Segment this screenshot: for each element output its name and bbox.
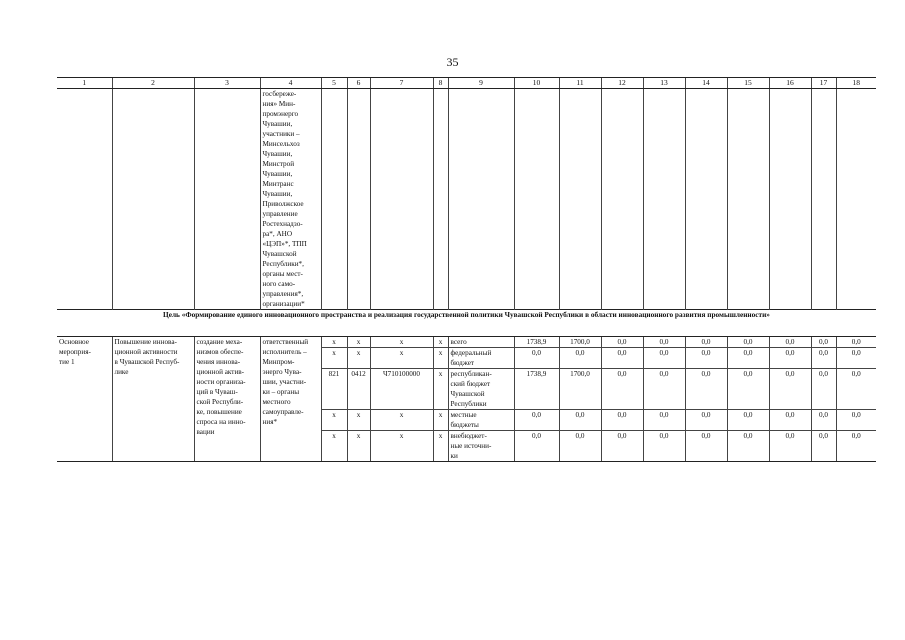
col-header: 7	[370, 78, 433, 89]
goal-text: Цель «Формирование единого инновационного пространства и реализация государственной политики Чувашской Республики в области инновационного развития промышленности»	[57, 310, 876, 337]
measure-row-local: x x x x местные бюджеты 0,0 0,0 0,0 0,0 0,0 0,0 0,0 0,0 0,0	[57, 410, 876, 431]
col-header: 8	[433, 78, 448, 89]
column-number-row	[57, 78, 876, 89]
col-header: 1	[57, 78, 112, 89]
measure-goal: создание меха- низмов обеспе- чения иннова- ционной актив- ности организа- ций в Чуваш- ской Республи- ке, повышение спроса на инно- вации	[194, 337, 260, 462]
page-number: 35	[446, 55, 459, 69]
col-header: 17	[811, 78, 836, 89]
measure-title: Повышение иннова- ционной активности в Чувашской Респуб- лике	[112, 337, 194, 462]
measure-row-extrabudget: x x x x внебюджет- ные источни- ки 0,0 0,0 0,0 0,0 0,0 0,0 0,0 0,0 0,0	[57, 431, 876, 462]
col-header: 15	[727, 78, 769, 89]
col-header: 3	[194, 78, 260, 89]
measure-row-total: Основное мероприя- тие 1 Повышение иннова- ционной активности в Чувашской Респуб- лике создание меха- низмов обеспе- чения иннова- ционной актив- ности организа- ций в Чуваш- ской Республи- ке, повышение спроса на инно- вации ответственный исполнитель – Минпром- энерго Чува- шии, участни- ки – органы местного самоуправле- ния* x x x x всего 1738,9 1700,0 0,0 0,0 0,0 0,0 0,0 0,0 0,0	[57, 337, 876, 348]
col-header: 14	[685, 78, 727, 89]
program-table	[57, 77, 876, 462]
col-header: 4	[260, 78, 321, 89]
col-header: 16	[769, 78, 811, 89]
measure-row-republican: 821 0412 Ч710100000 x республикан- ский бюджет Чувашской Республики 1738,9 1700,0 0,0 0,0 0,0 0,0 0,0 0,0 0,0	[57, 369, 876, 410]
measure-row-federal: x x x x федеральный бюджет 0,0 0,0 0,0 0,0 0,0 0,0 0,0 0,0 0,0	[57, 348, 876, 369]
col-header: 11	[559, 78, 601, 89]
measure-type: Основное мероприя- тие 1	[57, 337, 112, 462]
col-header: 2	[112, 78, 194, 89]
measure-executors: ответственный исполнитель – Минпром- энерго Чува- шии, участни- ки – органы местного самоуправле- ния*	[260, 337, 321, 462]
col-header: 5	[321, 78, 347, 89]
col-header: 9	[448, 78, 514, 89]
goal-row	[57, 310, 876, 337]
col-header: 12	[601, 78, 643, 89]
executors-continuation: госбереже- ния» Мин- промэнерго Чувашии, участники – Минсельхоз Чувашии, Минстрой Чувашии, Минтранс Чувашии, Приволжское управление Ростехнадзо- ра*, АНО «ЦЭП»*, ТПП Чувашской Республики*, органы мест- ного само- управления*, организации*	[260, 89, 321, 310]
continuation-row	[57, 89, 876, 310]
col-header: 18	[836, 78, 876, 89]
col-header: 6	[347, 78, 370, 89]
col-header: 13	[643, 78, 685, 89]
col-header: 10	[514, 78, 559, 89]
